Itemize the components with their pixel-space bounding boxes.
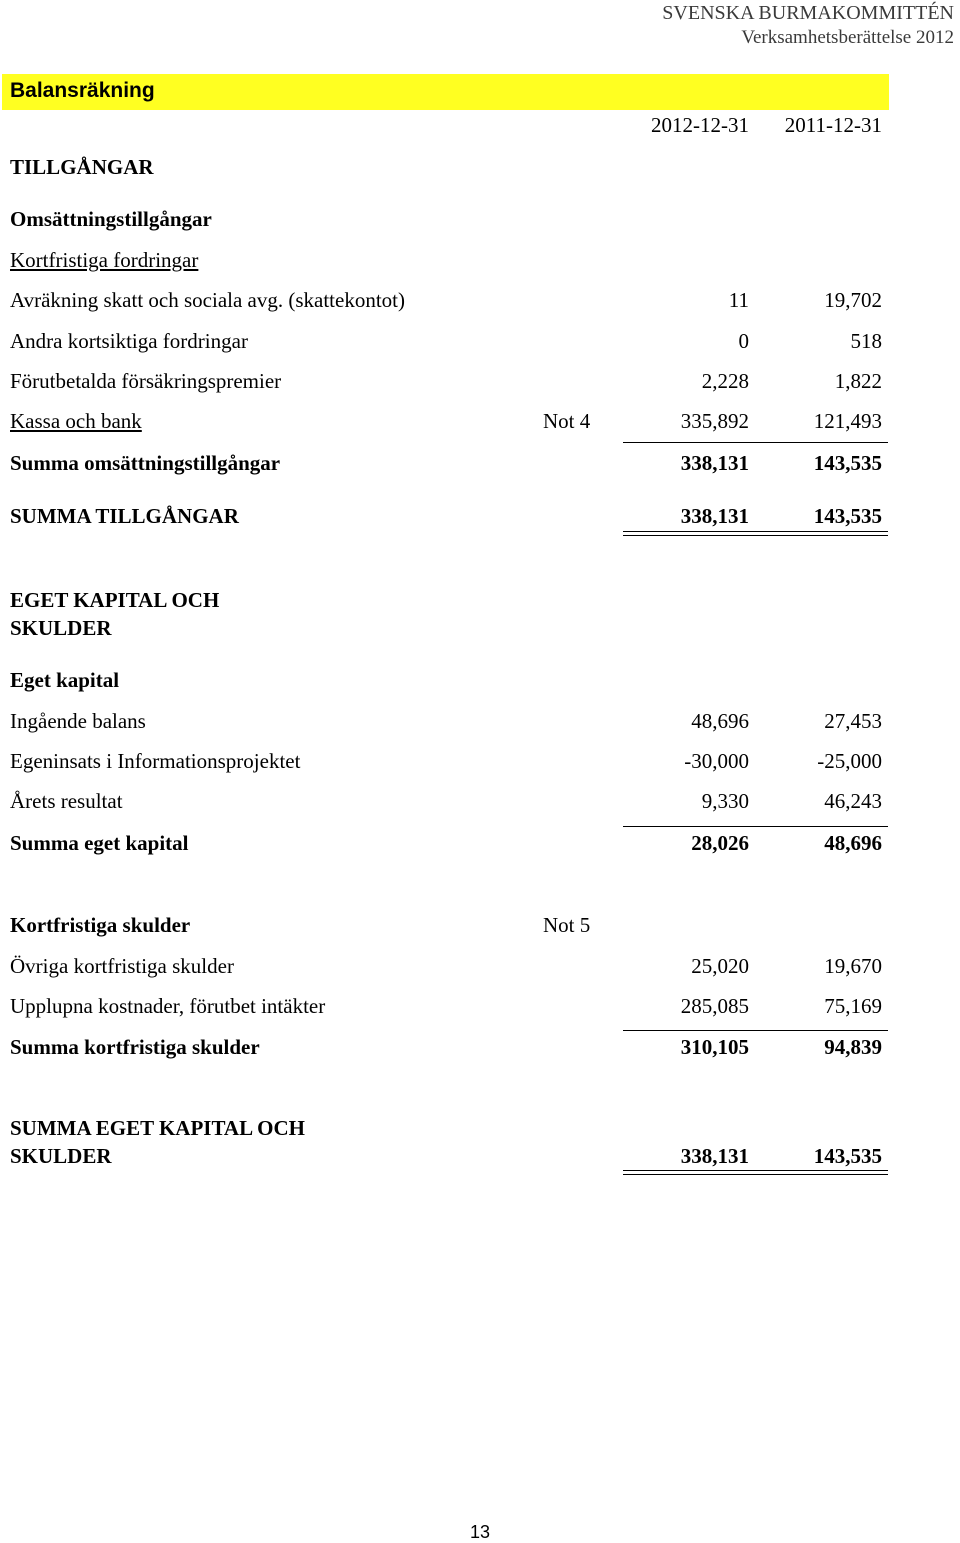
value-2011: 1,822 [834,369,882,393]
short-sum-label: Summa kortfristiga skulder [10,1035,260,1059]
org-name: SVENSKA BURMAKOMMITTÉN [662,2,954,24]
receivables-heading: Kortfristiga fordringar [10,248,199,272]
rule [623,442,888,443]
value-2011: -25,000 [817,749,882,773]
rule [623,1030,888,1031]
value-2012: -30,000 [684,749,749,773]
short-sum-2012: 310,105 [680,1035,749,1059]
total-liabilities-2011: 143,535 [813,1144,882,1168]
total-assets-2012: 338,131 [680,504,749,528]
equity-sum-2011: 48,696 [824,831,882,855]
value-2012: 2,228 [701,369,749,393]
total-assets-label: SUMMA TILLGÅNGAR [10,504,239,528]
liabilities-heading-line1: EGET KAPITAL OCH [10,588,220,612]
note-reference: Not 4 [543,409,591,433]
row-label: Övriga kortfristiga skulder [10,954,234,978]
note-reference: Not 5 [543,913,591,937]
double-rule [623,535,888,536]
value-2012: 48,696 [691,709,749,733]
total-liabilities-label-line1: SUMMA EGET KAPITAL OCH [10,1116,306,1140]
assets-heading: TILLGÅNGAR [10,155,154,179]
current-assets-heading: Omsättningstillgångar [10,207,212,231]
double-rule [623,531,888,532]
value-2011: 75,169 [824,994,882,1018]
value-2011: 19,702 [824,288,882,312]
short-liabilities-heading: Kortfristiga skulder [10,913,191,937]
row-label: Kassa och bank [10,409,142,433]
value-2012: 9,330 [701,789,749,813]
equity-sum-label: Summa eget kapital [10,831,189,855]
row-label: Avräkning skatt och sociala avg. (skattekontot) [10,288,406,312]
double-rule [623,1174,888,1175]
column-header-2012: 2012-12-31 [651,113,749,137]
total-liabilities-label-line2: SKULDER [10,1144,112,1168]
value-2012: 11 [728,288,749,312]
column-header-2011: 2011-12-31 [784,113,882,137]
report-title: Verksamhetsberättelse 2012 [741,27,954,48]
row-label: Förutbetalda försäkringspremier [10,369,282,393]
value-2012: 25,020 [691,954,749,978]
value-2012: 0 [738,329,749,353]
value-2011: 121,493 [813,409,882,433]
row-label: Ingående balans [10,709,146,733]
equity-sum-2012: 28,026 [691,831,749,855]
value-2011: 19,670 [824,954,882,978]
sum-current-2012: 338,131 [680,451,749,475]
equity-heading: Eget kapital [10,668,120,692]
value-2011: 46,243 [824,789,882,813]
row-label: Andra kortsiktiga fordringar [10,329,248,353]
liabilities-heading-line2: SKULDER [10,616,112,640]
value-2012: 335,892 [680,409,749,433]
row-label: Upplupna kostnader, förutbet intäkter [10,994,326,1018]
value-2012: 285,085 [680,994,749,1018]
total-liabilities-2012: 338,131 [680,1144,749,1168]
page-number: 13 [469,1522,491,1542]
value-2011: 27,453 [824,709,882,733]
section-banner [2,74,889,110]
short-sum-2011: 94,839 [824,1035,882,1059]
double-rule [623,1170,888,1171]
section-title: Balansräkning [10,79,155,102]
row-label: Årets resultat [10,789,123,813]
total-assets-2011: 143,535 [813,504,882,528]
value-2011: 518 [850,329,882,353]
rule [623,826,888,827]
sum-current-label: Summa omsättningstillgångar [10,451,281,475]
sum-current-2011: 143,535 [813,451,882,475]
row-label: Egeninsats i Informationsprojektet [10,749,301,773]
